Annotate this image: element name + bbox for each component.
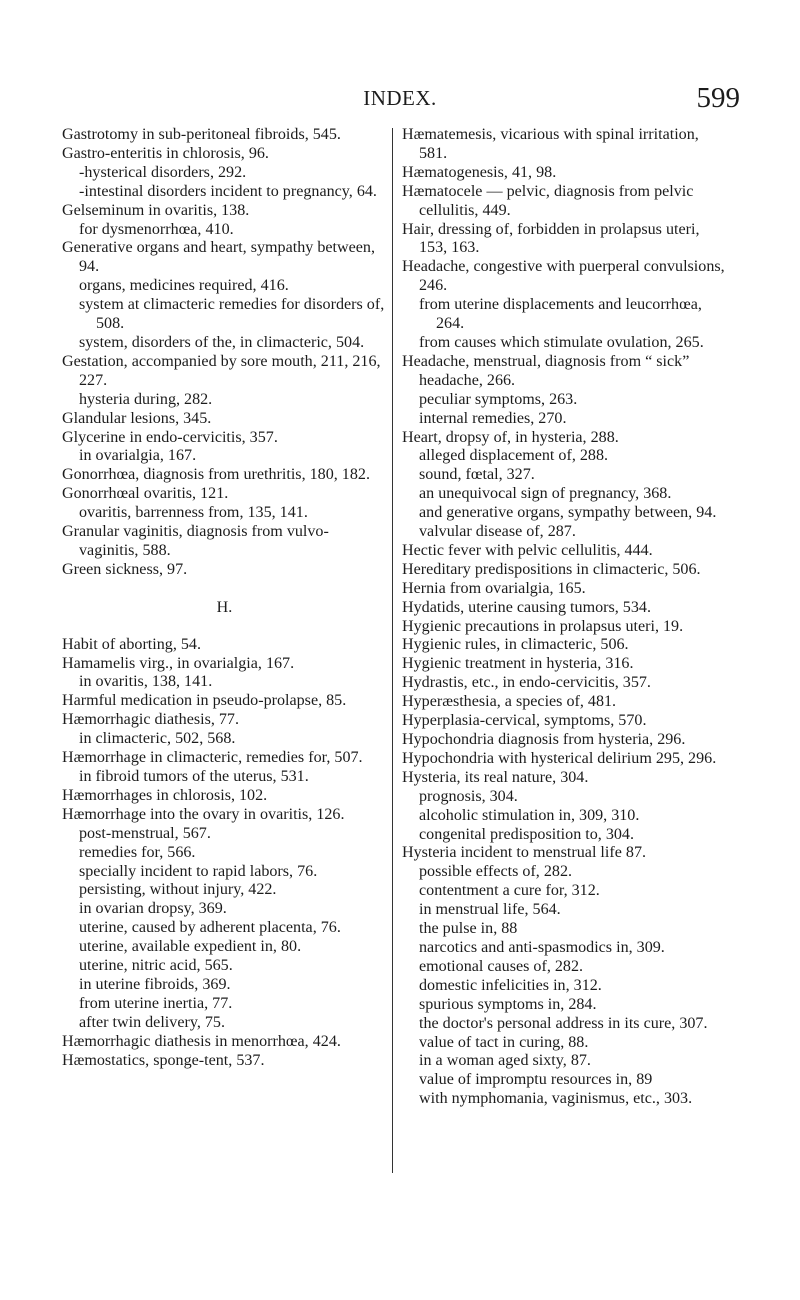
index-subentry: uterine, available expedient in, 80.: [79, 938, 302, 956]
index-entry: Headache, congestive with puerperal convulsions, 246.: [402, 258, 725, 295]
index-entry: Hæmorrhages in chlorosis, 102.: [62, 786, 268, 804]
index-entry: Gastrotomy in sub-peritoneal fibroids, 545.: [62, 126, 341, 143]
index-subentry: spurious symptoms in, 284.: [419, 995, 597, 1013]
index-subentry: uterine, nitric acid, 565.: [79, 957, 233, 975]
index-entry: Habit of aborting, 54.: [62, 635, 202, 653]
index-entry: Hyperæsthesia, a species of, 481.: [402, 693, 617, 711]
index-subentry: in a woman aged sixty, 87.: [419, 1052, 591, 1070]
index-subentry: the doctor's personal address in its cure, 307.: [419, 1014, 708, 1032]
index-entry: Gestation, accompanied by sore mouth, 211, 216, 227.: [62, 352, 381, 389]
index-entry: Hygienic precautions in prolapsus uteri, 19.: [402, 617, 684, 635]
index-subentry: emotional causes of, 282.: [419, 957, 584, 975]
index-entry: Granular vaginitis, diagnosis from vulvo-vaginitis, 588.: [62, 523, 329, 559]
index-subentry: prognosis, 304.: [419, 787, 518, 805]
index-entry: Hydrastis, etc., in endo-cervicitis, 357.: [402, 674, 651, 692]
index-entry: Hair, dressing of, forbidden in prolapsus uteri, 153, 163.: [402, 220, 700, 257]
index-subentry: alleged displacement of, 288.: [419, 447, 609, 465]
index-subentry: sound, fœtal, 327.: [419, 466, 535, 484]
index-entry: Hysteria, its real nature, 304.: [402, 768, 589, 786]
index-subentry: in climacteric, 502, 568.: [79, 730, 236, 748]
index-subentry: system at climacteric remedies for disorders of, 508.: [79, 296, 385, 333]
index-entry: Hectic fever with pelvic cellulitis, 444.: [402, 541, 653, 559]
index-entry: Hæmatocele — pelvic, diagnosis from pelvic cellulitis, 449.: [402, 182, 694, 219]
index-subentry: in menstrual life, 564.: [419, 901, 561, 919]
page-number: 599: [696, 82, 740, 114]
index-entry: Hypochondria with hysterical delirium 295, 296.: [402, 749, 717, 767]
index-subentry: uterine, caused by adherent placenta, 76.: [79, 919, 341, 937]
index-entry: Hæmorrhagic diathesis in menorrhœa, 424.: [62, 1032, 341, 1050]
index-subentry: the pulse in, 88: [419, 920, 518, 938]
index-entry: Glycerine in endo-cervicitis, 357.: [62, 428, 278, 446]
index-entry: Hæmorrhage in climacteric, remedies for, 507.: [62, 749, 363, 767]
index-subentry: after twin delivery, 75.: [79, 1013, 225, 1031]
index-entry: Generative organs and heart, sympathy between, 94.: [62, 239, 375, 276]
section-letter: H.: [216, 598, 233, 616]
index-subentry: from causes which stimulate ovulation, 265.: [419, 333, 704, 351]
index-entry: Green sickness, 97.: [62, 560, 188, 578]
index-entry: Hydatids, uterine causing tumors, 534.: [402, 598, 651, 616]
index-subentry: specially incident to rapid labors, 76.: [79, 862, 318, 880]
index-column-right: [402, 126, 727, 1109]
index-subentry: in ovaritis, 138, 141.: [79, 673, 213, 691]
index-subentry: in uterine fibroids, 369.: [79, 975, 231, 993]
index-subentry: ovaritis, barrenness from, 135, 141.: [79, 504, 308, 522]
index-subentry: with nymphomania, vaginismus, etc., 303.: [419, 1090, 693, 1108]
index-subentry: contentment a cure for, 312.: [419, 882, 600, 900]
index-entry: Gonorrhœal ovaritis, 121.: [62, 485, 229, 503]
index-subentry: from uterine displacements and leucorrhœa, 264.: [419, 296, 702, 333]
index-entry: Glandular lesions, 345.: [62, 409, 212, 427]
page-header: [60, 82, 740, 116]
index-entry: Hernia from ovarialgia, 165.: [402, 579, 586, 597]
index-subentry: for dysmenorrhœa, 410.: [79, 220, 234, 238]
index-subentry: post-menstrual, 567.: [79, 824, 211, 842]
index-subentry: congenital predisposition to, 304.: [419, 825, 635, 843]
index-subentry: value of impromptu resources in, 89: [419, 1071, 653, 1089]
index-subentry: in fibroid tumors of the uterus, 531.: [79, 768, 309, 785]
index-subentry: hysteria during, 282.: [79, 390, 213, 408]
index-entry: Gonorrhœa, diagnosis from urethritis, 180, 182.: [62, 466, 370, 484]
index-subentry: internal remedies, 270.: [419, 409, 567, 427]
index-subentry: peculiar symptoms, 263.: [419, 390, 578, 408]
index-entry: Hæmatogenesis, 41, 98.: [402, 163, 557, 181]
index-entry: Hypochondria diagnosis from hysteria, 296.: [402, 731, 686, 748]
index-subentry: value of tact in curing, 88.: [419, 1033, 589, 1051]
index-entry: Hamamelis virg., in ovarialgia, 167.: [62, 654, 295, 672]
index-subentry: in ovarian dropsy, 369.: [79, 900, 227, 918]
index-entry: Hysteria incident to menstrual life 87.: [402, 844, 647, 862]
index-entry: Hygienic rules, in climacteric, 506.: [402, 636, 629, 654]
index-subentry: and generative organs, sympathy between, 94.: [419, 504, 717, 522]
index-entry: Hæmatemesis, vicarious with spinal irritation, 581.: [402, 126, 699, 162]
index-subentry: in ovarialgia, 167.: [79, 447, 197, 465]
index-subentry: system, disorders of the, in climacteric, 504.: [79, 333, 365, 351]
index-subentry: organs, medicines required, 416.: [79, 277, 289, 295]
index-subentry: alcoholic stimulation in, 309, 310.: [419, 806, 640, 824]
index-entry: Hereditary predispositions in climacteric, 506.: [402, 560, 701, 578]
index-subentry: an unequivocal sign of pregnancy, 368.: [419, 485, 672, 503]
index-subentry: narcotics and anti-spasmodics in, 309.: [419, 938, 665, 956]
index-entry: Hyperplasia-cervical, symptoms, 570.: [402, 712, 647, 730]
index-subentry: remedies for, 566.: [79, 843, 196, 861]
index-subentry: -hysterical disorders, 292.: [79, 163, 247, 181]
index-entry: Hæmostatics, sponge-tent, 537.: [62, 1051, 265, 1069]
index-subentry: possible effects of, 282.: [419, 863, 573, 881]
index-subentry: from uterine inertia, 77.: [79, 994, 233, 1012]
index-entry: Gastro-enteritis in chlorosis, 96.: [62, 144, 269, 162]
index-column-left: [62, 126, 387, 1071]
index-entry: Hæmorrhage into the ovary in ovaritis, 126.: [62, 805, 345, 823]
index-entry: Hygienic treatment in hysteria, 316.: [402, 655, 634, 673]
index-subentry: persisting, without injury, 422.: [79, 881, 277, 899]
index-entry: Harmful medication in pseudo-prolapse, 85.: [62, 692, 347, 710]
index-entry: Hæmorrhagic diathesis, 77.: [62, 711, 239, 729]
column-divider: [392, 128, 393, 1173]
index-subentry: valvular disease of, 287.: [419, 523, 576, 541]
header-title: INDEX.: [363, 86, 437, 110]
index-entry: Heart, dropsy of, in hysteria, 288.: [402, 428, 619, 446]
index-entry: Headache, menstrual, diagnosis from “ sick” headache, 266.: [402, 352, 690, 389]
index-subentry: domestic infelicities in, 312.: [419, 976, 602, 994]
index-subentry: -intestinal disorders incident to pregnancy, 64.: [79, 182, 377, 200]
index-entry: Gelseminum in ovaritis, 138.: [62, 201, 250, 219]
